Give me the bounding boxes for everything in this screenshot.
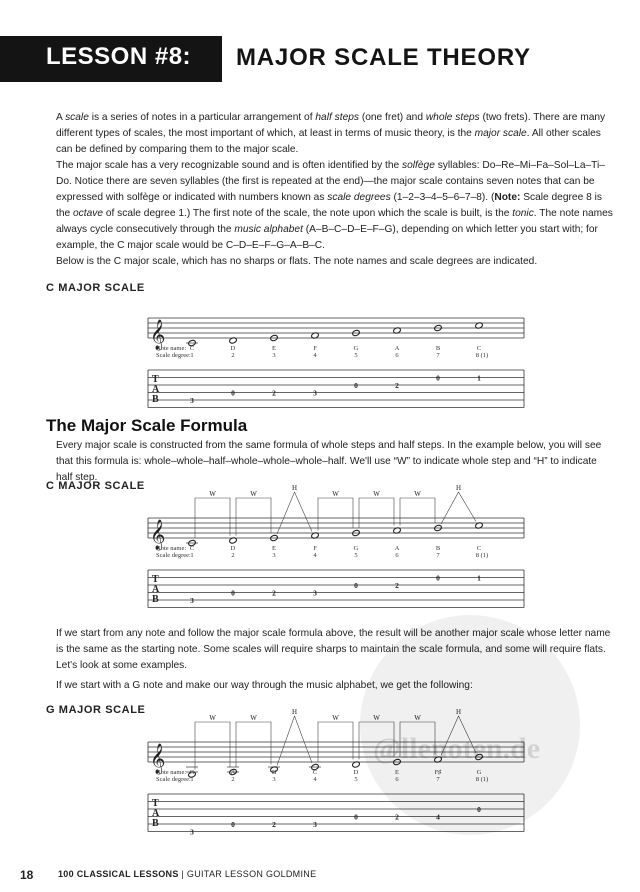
tab-fret-number: 2	[395, 812, 399, 822]
scale-degree: 6	[395, 776, 399, 783]
note-name: G	[353, 345, 359, 352]
whole-step-label: W	[209, 490, 216, 498]
tab-fret-number: 0	[436, 373, 440, 383]
tab-fret-number: 2	[272, 588, 276, 598]
text-run: Note:	[494, 192, 521, 203]
note-name: F	[313, 545, 317, 552]
tab-fret-number: 0	[354, 581, 358, 590]
text-run: major scale	[474, 128, 527, 139]
scale-degree-label: Scale degree:	[156, 552, 191, 559]
whole-step-label: W	[373, 714, 380, 722]
tab-fret-number: 3	[190, 396, 194, 405]
intro-paragraph-1	[56, 110, 616, 158]
scale-degree-label: Scale degree:	[156, 352, 191, 359]
note-name: D	[230, 345, 236, 352]
text-run: (1–2–3–4–5–6–7–8). (	[390, 192, 495, 203]
tab-fret-number: 1	[477, 573, 481, 583]
tab-fret-number: 3	[313, 588, 317, 598]
tab-fret-number: 2	[272, 388, 276, 398]
note-name: E	[272, 545, 276, 552]
tab-fret-number: 0	[231, 588, 235, 598]
text-run: scale	[65, 112, 89, 123]
tab-clef-letter: T	[152, 574, 159, 585]
text-run: of scale degree 1.) The first note of the scale, the note upon which the scale is built, is the	[103, 208, 513, 219]
lesson-number: LESSON #8:	[46, 43, 192, 70]
text-run: If we start with a G note and make our way through the music alphabet, we get the following:	[56, 680, 473, 691]
text-run: . The note names always cycle consecutively through the	[56, 208, 613, 235]
note-name: B	[271, 769, 277, 776]
half-step-label: H	[455, 484, 462, 492]
note-name-label: Note name:	[156, 769, 187, 776]
tab-clef-letter: B	[152, 594, 159, 605]
text-run: If we start from any note and follow the major scale formula above, the result will be another major scale whose letter name is the same as the starting note. Some scales will require sharps to maintain the scale formula, and some will require flats. Let's look at some examples.	[56, 628, 611, 671]
scale-degree: 2	[231, 776, 235, 783]
c-major-scale-example	[148, 298, 528, 418]
scale-degree: 3	[272, 776, 276, 783]
tab-fret-number: 2	[395, 581, 399, 590]
text-run: Every major scale is constructed from the same formula of whole steps and half steps. In the example below, you will see that this formula is: whole–whole–half–whole–whole–whole–half. We'll use “W” to indicate whole step and “H” to indicate half step.	[56, 440, 602, 483]
scale-degree: 4	[313, 776, 317, 783]
note-name: C	[476, 545, 482, 552]
half-step-label: H	[291, 708, 298, 716]
note-name: C	[189, 345, 195, 352]
whole-step-label: W	[250, 714, 257, 722]
text-run: octave	[73, 208, 104, 219]
treble-clef-icon: 𝄞	[150, 320, 166, 349]
formula-paragraph	[56, 438, 616, 486]
note-name: D	[353, 769, 359, 776]
note-name: B	[435, 545, 441, 552]
note-name: C	[312, 769, 318, 776]
scale-degree-label: Scale degree:	[156, 776, 191, 783]
half-step-label: H	[455, 708, 462, 716]
scale-degree: 5	[354, 552, 358, 559]
text-run: A	[56, 112, 66, 123]
note-name: G	[353, 545, 359, 552]
tab-fret-number: 3	[190, 596, 194, 605]
whole-step-label: W	[250, 490, 257, 498]
text-run: Below is the C major scale, which has no sharps or flats. The note names and scale degrees are indicated.	[56, 256, 538, 267]
half-step-wedge	[441, 492, 476, 524]
text-run: (one fret) and	[359, 112, 426, 123]
section-label-c-major-formula: C MAJOR SCALE	[46, 480, 145, 492]
note-name: C	[189, 545, 195, 552]
text-run: tonic	[512, 208, 534, 219]
scale-degree: 7	[436, 552, 440, 559]
text-run: music alphabet	[234, 224, 303, 235]
tab-clef-letter: T	[152, 798, 159, 809]
half-step-wedge	[277, 716, 312, 766]
text-run: whole steps	[425, 112, 480, 123]
text-run: is a series of notes in a particular arrangement of	[88, 112, 316, 123]
whole-step-label: W	[332, 714, 339, 722]
intro-paragraph-2	[56, 158, 616, 254]
half-step-label: H	[291, 484, 298, 492]
note-name-label: Note name:	[156, 545, 187, 552]
treble-clef-icon: 𝄞	[150, 744, 166, 773]
text-run: (two frets). There are many different types of scales, the most important of which, at least in terms of music theory, is the	[56, 112, 606, 139]
tab-fret-number: 0	[354, 812, 358, 822]
whole-step-label: W	[414, 490, 421, 498]
tab-fret-number: 0	[354, 381, 358, 390]
footer-series: GUITAR LESSON GOLDMINE	[186, 869, 317, 879]
section-label-c-major: C MAJOR SCALE	[46, 282, 145, 294]
tab-fret-number: 1	[477, 373, 481, 383]
tab-fret-number: 2	[272, 820, 276, 829]
whole-step-label: W	[332, 490, 339, 498]
whole-step-label: W	[414, 714, 421, 722]
scale-degree: 2	[231, 352, 235, 359]
text-run: Scale degree 8 is the	[56, 192, 602, 219]
scale-degree: 4	[313, 352, 317, 359]
whole-step-bracket	[236, 498, 271, 536]
tab-clef-letter: A	[152, 808, 160, 819]
text-run: solfège	[402, 160, 435, 171]
tab-fret-number: 0	[231, 388, 235, 398]
tab-clef-letter: B	[152, 818, 159, 829]
scale-degree: 3	[272, 552, 276, 559]
note-name: E	[395, 769, 399, 776]
tab-fret-number: 3	[313, 388, 317, 398]
text-run: syllables: Do–Re–Mi–Fa–Sol–La–Ti–Do. Notice there are seven syllables (the first is repeated at the end)—the major scale contains seven notes that can be expressed with solfège or indicated with numbers known as	[56, 160, 605, 203]
intro-paragraph-3	[56, 254, 616, 270]
note-name: E	[272, 345, 276, 352]
note-name: B	[435, 345, 441, 352]
scale-degree: 8 (1)	[475, 352, 489, 359]
note-name: A	[230, 769, 236, 776]
scale-degree: 1	[190, 776, 194, 783]
scale-degree: 7	[436, 352, 440, 359]
note-name: D	[230, 545, 236, 552]
tab-fret-number: 0	[436, 573, 440, 583]
text-run: The major scale has a very recognizable sound and is often identified by the	[56, 160, 403, 171]
watermark-text: @llenoten.de	[373, 732, 541, 765]
whole-step-bracket	[236, 722, 271, 767]
watermark	[355, 610, 585, 840]
footer-book-title: 100 CLASSICAL LESSONS | GUITAR LESSON GOLDMINE	[58, 869, 317, 879]
tab-clef-letter: T	[152, 374, 159, 385]
page-number: 18	[20, 868, 34, 882]
note-name: G	[476, 769, 482, 776]
tab-fret-number: 0	[477, 805, 481, 814]
whole-step-bracket	[195, 722, 230, 770]
tab-fret-number: 4	[436, 812, 440, 822]
scale-degree: 6	[395, 552, 399, 559]
note-name: F♯	[434, 769, 442, 776]
scale-degree: 4	[313, 552, 317, 559]
section-label-g-major: G MAJOR SCALE	[46, 704, 146, 716]
tab-clef-letter: B	[152, 394, 159, 405]
scale-degree: 1	[190, 352, 194, 359]
note-name: G	[189, 769, 195, 776]
text-run: half steps	[315, 112, 359, 123]
whole-step-bracket	[318, 498, 353, 531]
scale-degree: 8 (1)	[475, 552, 489, 559]
scale-degree: 1	[190, 552, 194, 559]
watermark-circle	[360, 615, 580, 835]
tab-fret-number: 3	[313, 820, 317, 829]
note-name: A	[394, 545, 400, 552]
text-run: . All other scales can be defined by comparing them to the major scale.	[56, 128, 601, 155]
note-name-label: Note name:	[156, 345, 187, 352]
whole-step-label: W	[373, 490, 380, 498]
whole-step-label: W	[209, 714, 216, 722]
scale-degree: 5	[354, 776, 358, 783]
note-name: F	[313, 345, 317, 352]
tab-fret-number: 0	[231, 820, 235, 829]
scale-degree: 3	[272, 352, 276, 359]
treble-clef-icon: 𝄞	[150, 520, 166, 549]
c-major-scale-formula-example	[148, 484, 528, 618]
tab-fret-number: 3	[190, 827, 194, 837]
tab-clef-letter: A	[152, 584, 160, 595]
section-heading-formula: The Major Scale Formula	[46, 416, 248, 435]
text-run: scale degrees	[327, 192, 391, 203]
scale-degree: 6	[395, 352, 399, 359]
whole-step-bracket	[400, 498, 435, 526]
tab-clef-letter: A	[152, 384, 160, 395]
scale-degree: 8 (1)	[475, 776, 489, 783]
text-run: (A–B–C–D–E–F–G), depending on which letter you start with; for example, the C major scale would be C–D–E–F–G–A–B–C.	[56, 224, 598, 251]
note-name: A	[394, 345, 400, 352]
scale-degree: 2	[231, 552, 235, 559]
note-name: C	[476, 345, 482, 352]
lesson-title: MAJOR SCALE THEORY	[236, 44, 531, 71]
whole-step-bracket	[359, 498, 394, 528]
footer-book: 100 CLASSICAL LESSONS	[58, 869, 179, 879]
scale-degree: 7	[436, 776, 440, 783]
tab-fret-number: 2	[395, 381, 399, 390]
scale-degree: 5	[354, 352, 358, 359]
